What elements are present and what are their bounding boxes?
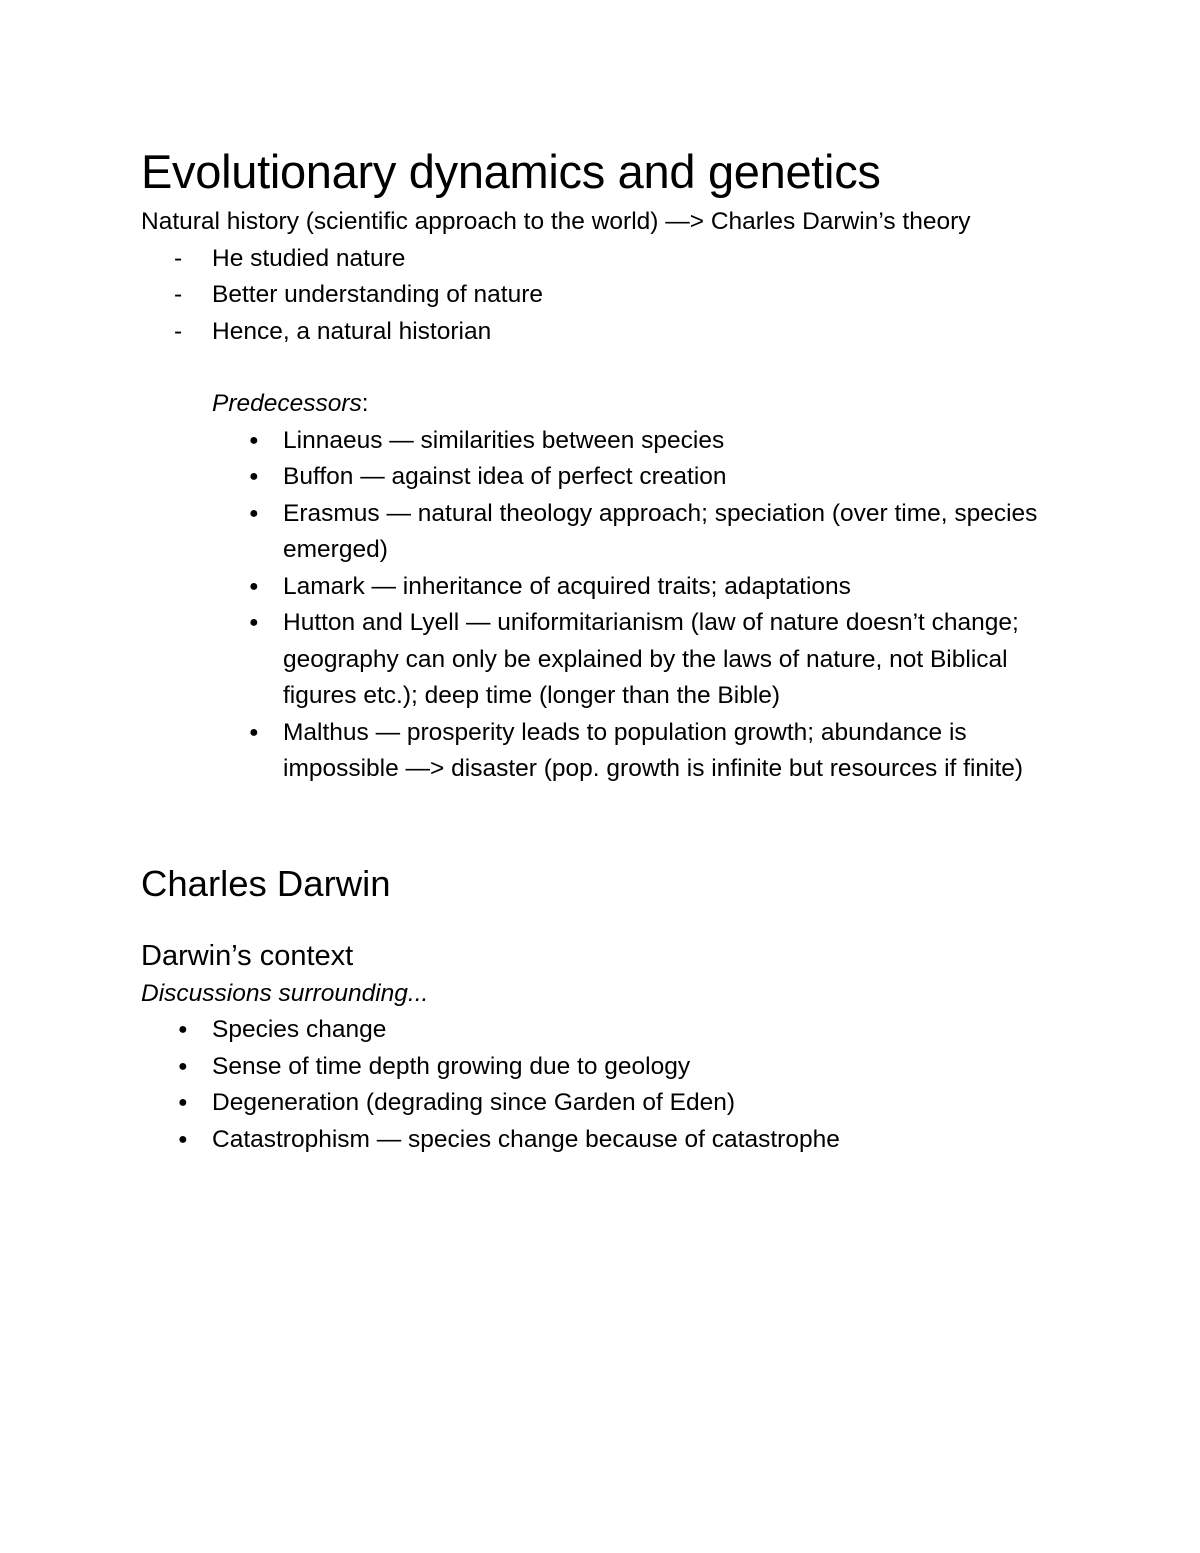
section-heading: Charles Darwin [141,862,391,904]
list-item-text: Sense of time depth growing due to geology [212,1052,691,1080]
spacer [141,788,1061,860]
bullet-marker: ● [249,504,259,522]
bullet-marker: ● [249,577,259,595]
predecessors-list [141,423,1061,788]
list-item-text: He studied nature [212,244,406,272]
list-item [141,277,1061,314]
bullet-marker: ● [249,468,259,485]
list-item-text: Linnaeus — similarities between species [283,426,725,454]
dash-marker: - [174,281,183,308]
list-item [141,241,1061,278]
list-item [141,569,1061,606]
list-item [141,423,1061,460]
list-item [141,314,1061,351]
dash-marker: - [174,244,183,272]
list-item [141,459,1061,496]
bullet-marker: ● [178,1057,188,1075]
discussions-label: Discussions surrounding... [141,979,429,1007]
list-item [141,605,1061,715]
document-title: Evolutionary dynamics and genetics [141,145,881,198]
bullet-marker: ● [178,1094,188,1111]
bullet-marker: ● [249,614,259,631]
list-item [141,1122,1061,1159]
bullet-marker: ● [178,1130,188,1148]
predecessors-colon: : [361,390,369,417]
bullet-marker: ● [249,723,259,741]
subsection-heading: Darwin’s context [141,939,354,972]
list-item-text: Erasmus — natural theology approach; speciation (over time, species emerged) [283,499,1038,563]
predecessors-label-text: Predecessors [212,390,362,417]
list-item-text: Species change [212,1016,387,1043]
dash-marker: - [174,317,183,345]
spacer [141,908,1061,936]
list-item-text: Hence, a natural historian [212,317,492,345]
list-item-text: Buffon — against idea of perfect creation [283,463,727,490]
intro-points-list [141,241,1061,351]
intro-line: Natural history (scientific approach to the world) —> Charles Darwin’s theory [141,208,971,235]
document-page [141,140,1061,1158]
list-item-text: Catastrophism — species change because of catastrophe [212,1125,840,1153]
list-item [141,1012,1061,1049]
list-item [141,496,1061,569]
list-item-text: Malthus — prosperity leads to population growth; abundance is impossible —> disaster (pop. growth is infinite but resources if finite) [283,718,1024,782]
list-item-text: Hutton and Lyell — uniformitarianism (law of nature doesn’t change; geography can only be explained by the laws of nature, not Biblical figures etc.); deep time (longer than the Bible) [283,609,1019,709]
spacer [141,350,1061,386]
bullet-marker: ● [249,431,259,449]
list-item [141,1049,1061,1086]
list-item-text: Degeneration (degrading since Garden of Eden) [212,1089,736,1116]
predecessors-label [141,386,1061,423]
list-item-text: Better understanding of nature [212,281,543,308]
list-item [141,1085,1061,1122]
bullet-marker: ● [178,1021,188,1038]
list-item [141,715,1061,788]
list-item-text: Lamark — inheritance of acquired traits; adaptations [283,572,851,600]
discussion-points-list [141,1012,1061,1158]
